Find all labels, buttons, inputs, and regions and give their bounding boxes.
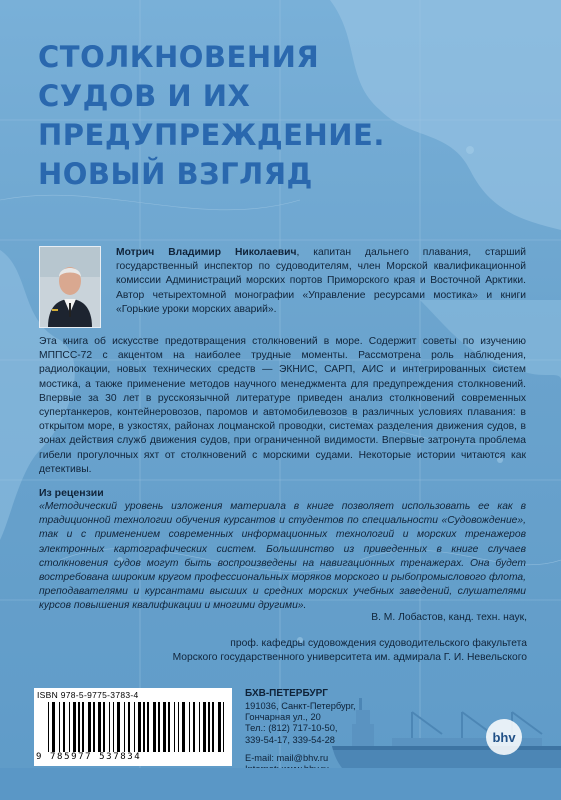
book-title — [38, 38, 538, 194]
barcode-bar — [153, 702, 156, 752]
barcode-bar — [117, 702, 120, 752]
barcode-bar — [218, 702, 221, 752]
publisher-name: БХВ-ПЕТЕРБУРГ — [245, 688, 328, 699]
publisher-phone: 339-54-17, 339-54-28 — [245, 734, 335, 745]
barcode-bar — [48, 702, 49, 752]
barcode-digits: 9 785977 537834 — [36, 752, 142, 762]
barcode-bar — [143, 702, 145, 752]
bhv-logo-text: bhv — [492, 730, 516, 745]
barcode-bar — [69, 702, 70, 752]
review-text: «Методический уровень изложения материала в книге позволяет использовать ее как в традиционной технологии обучения курсантов и студентов по специальности «Судовождение», так и с применением современных информационных технологий и морских тренажеров электронных картографических систем. Большинство из приведенных в книге случаев столкновения судов могут быть воспроизведены на навигационных тренажерах. Она будет востребована широким кругом профессиональных моряков морского и рыбопромыслового флота, преподавателями и курсантами высших и средних морских учебных заведений, слушателями курсов повышения квалификации и многими другими». — [39, 501, 526, 612]
barcode-bar — [59, 702, 60, 752]
barcode-bar — [223, 702, 224, 752]
barcode-bar — [88, 702, 91, 752]
barcode-bar — [138, 702, 141, 752]
barcode-bar — [182, 702, 185, 752]
barcode-block — [34, 688, 232, 766]
author-description: , капитан дальнего плавания, старший государственный инспектор по судоводителям, член Морской квалификационной комиссии Администраций морских портов Приморского края и Восточной Арктики. Автор четырехтомной монографии «Управление ресурсами мостика» и книги «Горькие уроки морских аварий». — [116, 247, 526, 315]
barcode-bar — [124, 702, 125, 752]
title-line: ПРЕДУПРЕЖДЕНИЕ. — [38, 118, 385, 152]
barcode-bar — [78, 702, 80, 752]
barcode-bar — [93, 702, 95, 752]
barcode-bar — [134, 702, 135, 752]
barcode-bar — [109, 702, 110, 752]
publisher-address-line: 191036, Санкт-Петербург, — [245, 701, 356, 711]
barcode-bar — [82, 702, 84, 752]
barcode-bar — [212, 702, 214, 752]
book-description: Эта книга об искусстве предотвращения столкновений в море. Содержит советы по изучению МППСС-72 с акцентом на наиболее трудные моменты. Рассмотрена роль наблюдения, радиолокации, новых технических средств — ЭКНИС, САРП, АИС и интегрированных систем мостика, а также применение методов научного менеджмента для предупреждения столкновений. Впервые за 30 лет в русскоязычной литературе приведен анализ столкновений современных супертанкеров, контейнеровозов, паромов и автомобилевозов в различных условиях плавания: в открытом море, в узкостях, районах лоцманской проводки, системах разделения движения судов, в зонах действия служб движения судов, при ограниченной видимости. Впервые затронута проблема гибели прогулочных яхт от столкновений с морскими судами. Некоторые истории читаются как детективы. — [39, 336, 526, 475]
barcode-bar — [128, 702, 130, 752]
ship-illustration — [332, 688, 561, 768]
barcode-bar — [147, 702, 149, 752]
publisher-address-line: Гончарная ул., 20 — [245, 712, 321, 723]
bottom-strip — [0, 768, 561, 800]
reviewer-position-line: Морского государственного университета им. адмирала Г. И. Невельского — [172, 651, 527, 663]
publisher-email: E-mail: mail@bhv.ru — [245, 753, 329, 763]
barcode-bar — [63, 702, 65, 752]
barcode-bar — [199, 702, 200, 752]
barcode-bar — [163, 702, 166, 752]
barcode-bar — [203, 702, 206, 752]
barcode-bar — [168, 702, 170, 752]
reviewer-position — [127, 637, 527, 664]
author-bio — [116, 246, 526, 317]
author-name: Мотрич Владимир Николаевич — [116, 247, 297, 258]
reviewer-name: В. М. Лобастов, канд. техн. наук, — [371, 612, 527, 623]
barcode-bar — [158, 702, 160, 752]
isbn-label: ISBN 978-5-9775-3783-4 — [37, 690, 139, 700]
barcode-bar — [98, 702, 101, 752]
review-heading: Из рецензии — [39, 487, 104, 499]
bhv-logo-icon — [484, 717, 524, 757]
author-photo — [39, 246, 101, 328]
barcode-bar — [189, 702, 190, 752]
barcode-bar — [73, 702, 76, 752]
reviewer-position-line: проф. кафедры судовождения судоводительского факультета — [230, 638, 527, 649]
barcode-bar — [174, 702, 175, 752]
barcode-bar — [113, 702, 114, 752]
barcode-bar — [52, 702, 55, 752]
publisher-phone: Тел.: (812) 717-10-50, — [245, 723, 338, 734]
barcode-bar — [178, 702, 179, 752]
title-line: НОВЫЙ ВЗГЛЯД — [38, 157, 313, 191]
barcode-bar — [193, 702, 195, 752]
barcode-bar — [208, 702, 210, 752]
barcode — [48, 702, 224, 752]
barcode-bar — [103, 702, 105, 752]
title-line: СУДОВ И ИХ — [38, 79, 251, 113]
title-line: СТОЛКНОВЕНИЯ — [38, 40, 320, 74]
